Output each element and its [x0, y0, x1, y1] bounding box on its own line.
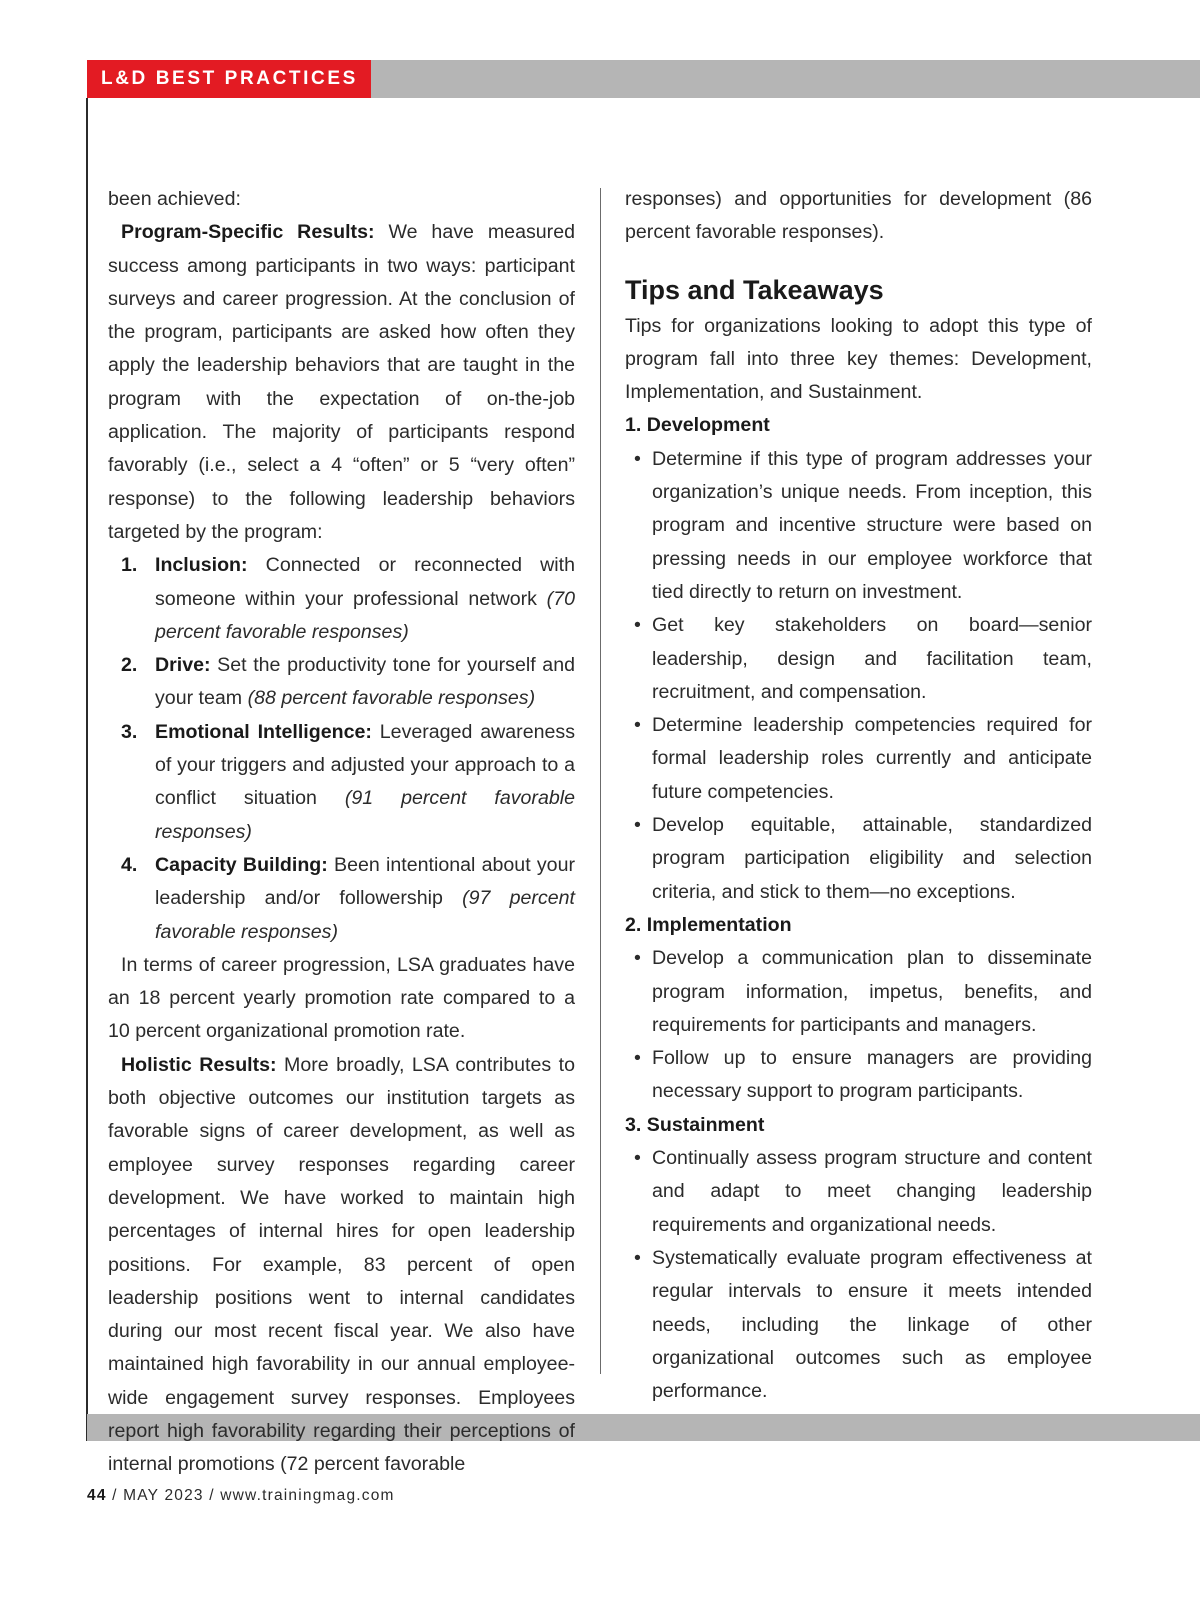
development-bullets: [625, 443, 1092, 909]
theme-sustainment-title: 3. Sustainment: [625, 1113, 765, 1136]
item-label: Drive:: [155, 654, 211, 677]
bullet-text: Determine leadership competencies required for formal leadership roles currently and anticipate future competencies.: [652, 714, 1092, 803]
item-text: Set the productivity tone for yourself and your team: [155, 654, 575, 710]
list-item: [625, 709, 1092, 809]
implementation-bullets: [625, 942, 1092, 1108]
intro-text: been achieved:: [108, 188, 241, 210]
bullet-text: Develop a communication plan to disseminate program information, impetus, benefits, and requirements for participants and managers.: [652, 947, 1092, 1036]
item-stat: (97 percent favorable responses): [155, 887, 575, 943]
bullet-text: Follow up to ensure managers are providing necessary support to program participants.: [652, 1047, 1092, 1103]
bullet-text: Determine if this type of program addresses your organization’s unique needs. From inception, this program and incentive structure were based on pressing needs in our employee workforce that tied directly to return on investment.: [652, 447, 1092, 603]
tips-heading: Tips and Takeaways: [625, 274, 884, 305]
list-item: [625, 1042, 1092, 1109]
career-progression-paragraph: In terms of career progression, LSA graduates have an 18 percent yearly promotion rate compared to a 10 percent organizational promotion rate.: [108, 953, 575, 1043]
bullet-icon: •: [634, 1246, 641, 1269]
item-label: Inclusion:: [155, 554, 248, 577]
theme-implementation-title: 2. Implementation: [625, 913, 792, 936]
bullet-text: Get key stakeholders on board—senior leadership, design and facilitation team, recruitment, and compensation.: [652, 614, 1092, 703]
list-item: [121, 649, 575, 716]
bullet-text: Continually assess program structure and content and adapt to meet changing leadership requirements and organizational needs.: [652, 1147, 1092, 1236]
item-text: Been intentional about your leadership and/or followership: [155, 853, 575, 910]
left-column: [108, 183, 575, 1482]
list-item: [625, 443, 1092, 609]
bullet-text: Develop equitable, attainable, standardized program participation eligibility and selection criteria, and stick to them—no exceptions.: [652, 814, 1092, 903]
page-number: 44: [87, 1487, 107, 1504]
bullet-icon: •: [634, 1047, 641, 1070]
bullet-icon: •: [634, 814, 641, 837]
page-footer: [87, 1487, 395, 1505]
right-column: [625, 183, 1092, 1408]
holistic-text: More broadly, LSA contributes to both objective outcomes our institution targets as favorable signs of career development, as well as employee survey responses regarding career development. We have worked to maintain high percentages of internal hires for open leadership positions. For example, 83 percent of open leadership positions went to internal candidates during our most recent fiscal year. We also have maintained high favorability in our annual employee-wide engagement survey responses. Employees report high favorability regarding their perceptions of internal promotions (72 percent favorable: [108, 1053, 575, 1476]
footer-issue-url: / MAY 2023 / www.trainingmag.com: [106, 1487, 395, 1504]
program-specific-paragraph: [108, 216, 575, 549]
tips-intro: Tips for organizations looking to adopt this type of program fall into three key themes: Development, Implementation, and Sustainment.: [625, 314, 1092, 404]
bullet-icon: •: [634, 614, 641, 637]
list-item: [625, 942, 1092, 1042]
bullet-icon: •: [634, 1147, 641, 1170]
bullet-icon: •: [634, 447, 641, 470]
theme-development-title: 1. Development: [625, 414, 770, 437]
list-item: [625, 609, 1092, 709]
list-item: [625, 809, 1092, 909]
list-item: [121, 849, 575, 949]
item-text: Connected or reconnected with someone within your professional network: [155, 554, 575, 610]
item-number: 4.: [121, 853, 138, 876]
item-stat: (88 percent favorable responses): [247, 687, 536, 710]
item-number: 2.: [121, 654, 138, 677]
list-item: [121, 549, 575, 649]
list-item: [121, 716, 575, 849]
item-label: Emotional Intelligence:: [155, 720, 372, 743]
sustainment-bullets: [625, 1142, 1092, 1408]
list-item: [625, 1142, 1092, 1242]
item-number: 3.: [121, 720, 138, 743]
item-stat: (70 percent favorable responses): [155, 587, 575, 643]
bullet-icon: •: [634, 714, 641, 737]
section-tag: L&D BEST PRACTICES: [87, 60, 371, 98]
item-number: 1.: [121, 554, 138, 577]
holistic-paragraph: [108, 1049, 575, 1482]
left-margin-rule: [86, 98, 88, 1441]
continuation-text: responses) and opportunities for development (86 percent favorable responses).: [625, 188, 1092, 244]
bullet-icon: •: [634, 947, 641, 970]
program-specific-text: We have measured success among participants in two ways: participant surveys and career progression. At the conclusion of the program, participants are asked how often they apply the leadership behaviors that are taught in the program with the expectation of on-the-job application. The majority of participants respond favorably (i.e., select a 4 “often” or 5 “very often” response) to the following leadership behaviors targeted by the program:: [108, 221, 575, 543]
list-item: [625, 1242, 1092, 1408]
holistic-lead: Holistic Results:: [121, 1053, 277, 1076]
program-specific-lead: Program-Specific Results:: [121, 221, 375, 244]
column-divider: [600, 188, 601, 1374]
item-stat: (91 percent favorable responses): [155, 787, 575, 843]
item-text: Leveraged awareness of your triggers and adjusted your approach to a conflict situation: [155, 720, 575, 810]
item-label: Capacity Building:: [155, 853, 328, 876]
bullet-text: Systematically evaluate program effectiveness at regular intervals to ensure it meets intended needs, including the linkage of other organizational outcomes such as employee performance.: [652, 1246, 1092, 1403]
behaviors-list: [108, 549, 575, 949]
